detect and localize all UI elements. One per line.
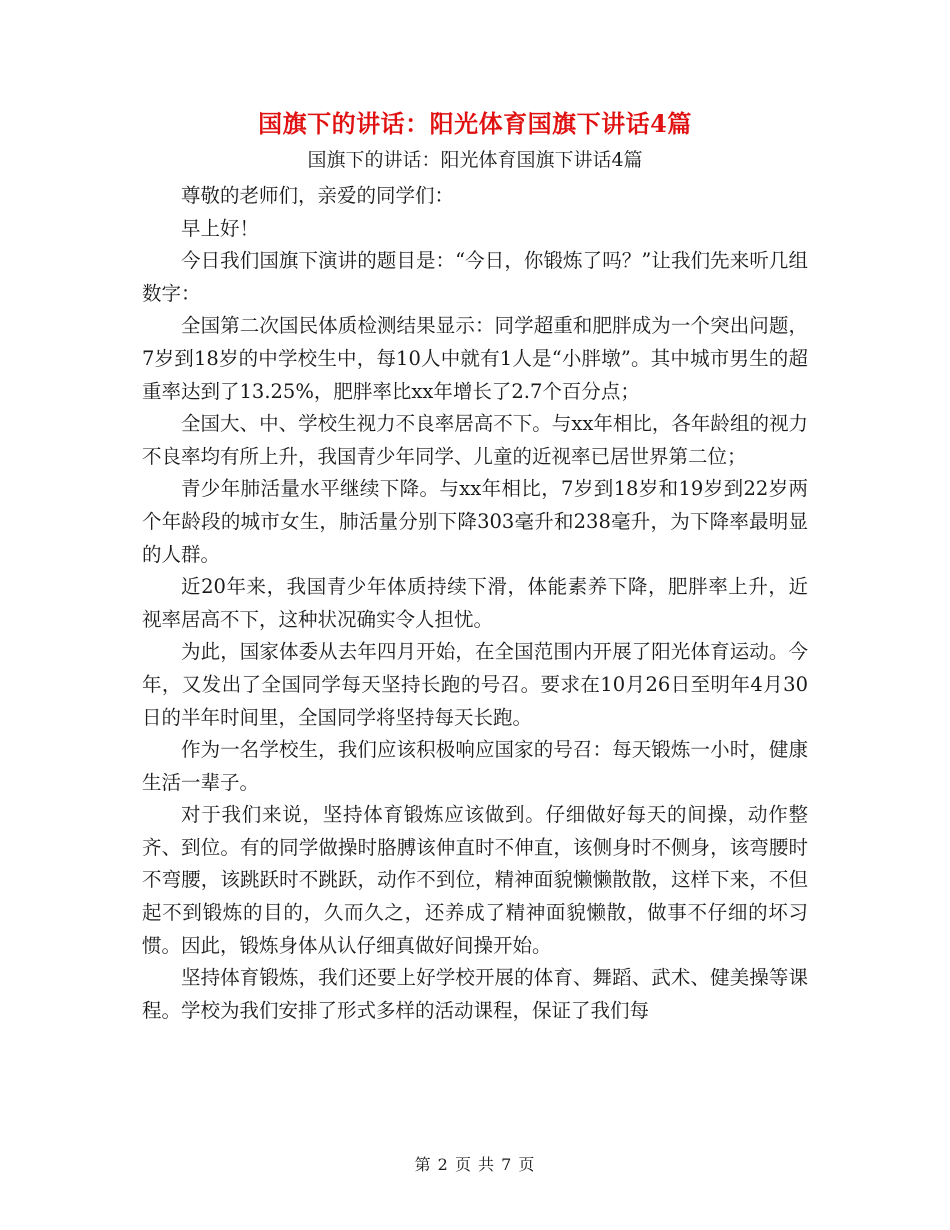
paragraph: 坚持体育锻炼，我们还要上好学校开展的体育、舞蹈、武术、健美操等课程。学校为我们安排了形式多样的活动课程，保证了我们每 (142, 966, 808, 1022)
document-subtitle: 国旗下的讲话：阳光体育国旗下讲话4篇 (307, 149, 643, 171)
paragraph: 对于我们来说，坚持体育锻炼应该做到。仔细做好每天的间操，动作整齐、到位。有的同学做操时胳膊该伸直时不伸直，该侧身时不侧身，该弯腰时不弯腰，该跳跃时不跳跃，动作不到位，精神面貌懒懒散散，这样下来，不但起不到锻炼的目的，久而久之，还养成了精神面貌懒散，做事不仔细的坏习惯。因此，锻炼身体从认仔细真做好间操开始。 (142, 803, 808, 957)
paragraph: 全国大、中、学校生视力不良率居高不下。与xx年相比，各年龄组的视力不良率均有所上升，我国青少年同学、儿童的近视率已居世界第二位； (142, 412, 808, 468)
paragraph: 近20年来，我国青少年体质持续下滑，体能素养下降，肥胖率上升，近视率居高不下，这种状况确实令人担忧。 (142, 575, 808, 631)
paragraph: 青少年肺活量水平继续下降。与xx年相比，7岁到18岁和19岁到22岁两个年龄段的城市女生，肺活量分别下降303毫升和238毫升，为下降率最明显的人群。 (142, 477, 808, 566)
document-title: 国旗下的讲话：阳光体育国旗下讲话4篇 (258, 109, 692, 138)
paragraph: 为此，国家体委从去年四月开始，在全国范围内开展了阳光体育运动。今年，又发出了全国同学每天坚持长跑的号召。要求在10月26日至明年4月30日的半年时间里，全国同学将坚持每天长跑。 (142, 640, 808, 729)
paragraph: 早上好！ (181, 216, 260, 240)
page-footer: 第 2 页 共 7 页 (414, 1155, 536, 1174)
document-body (142, 180, 808, 1027)
paragraph: 尊敬的老师们，亲爱的同学们： (181, 184, 455, 207)
paragraph: 全国第二次国民体质检测结果显示：同学超重和肥胖成为一个突出问题，7岁到18岁的中学校生中，每10人中就有1人是“小胖墩”。其中城市男生的超重率达到了13.25%，肥胖率比xx年增长了2.7个百分点； (142, 314, 808, 403)
paragraph: 今日我们国旗下演讲的题目是：“今日，你锻炼了吗？”让我们先来听几组数字： (142, 249, 808, 305)
paragraph: 作为一名学校生，我们应该积极响应国家的号召：每天锻炼一小时，健康生活一辈子。 (142, 738, 808, 794)
